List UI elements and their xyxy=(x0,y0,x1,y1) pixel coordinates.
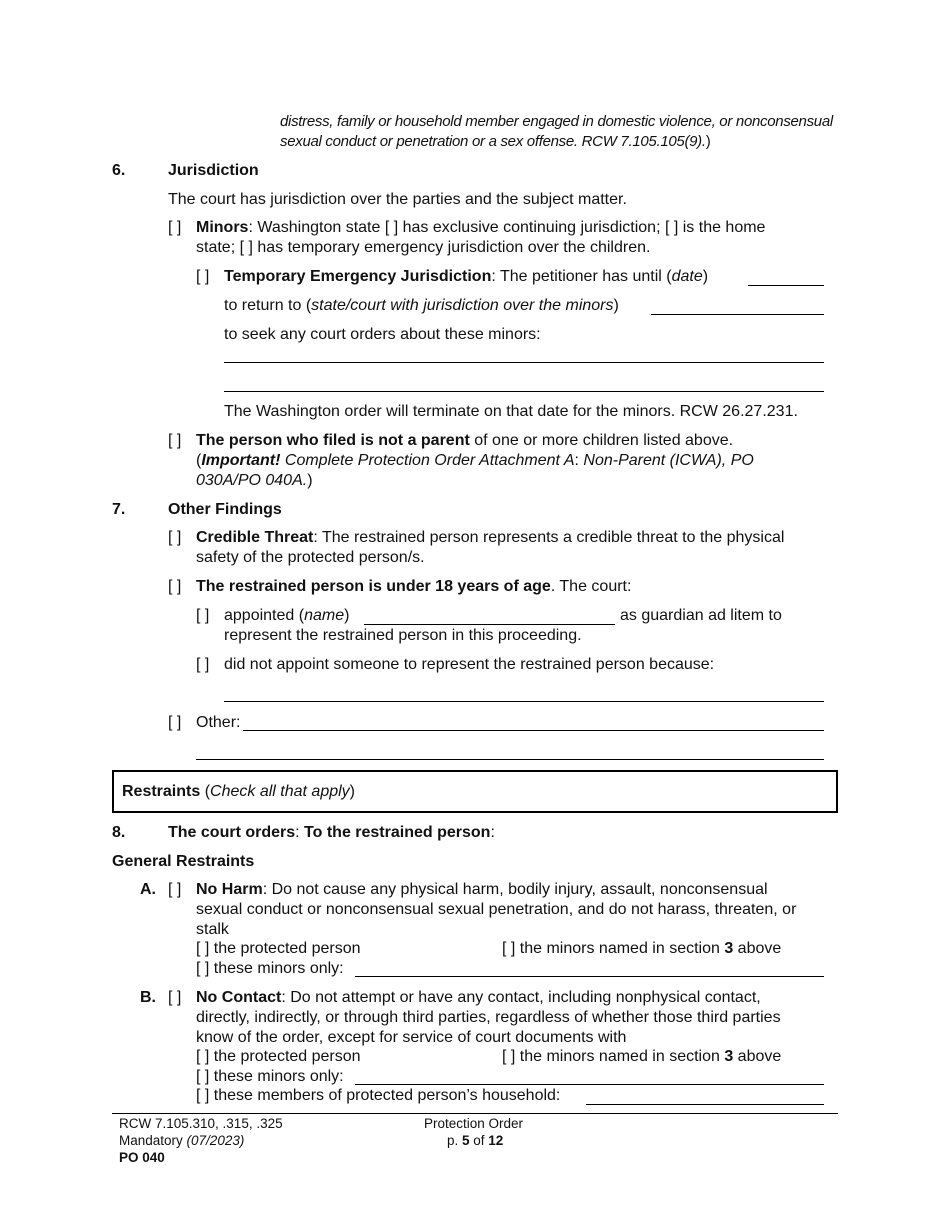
appointed-checkbox[interactable]: [ ] xyxy=(196,607,210,624)
footer-page: p. 5 of 12 xyxy=(447,1133,504,1148)
tej-label: Temporary Emergency Jurisdiction xyxy=(224,268,492,285)
no-harm-minors-option[interactable]: [ ] the minors named in section 3 above xyxy=(502,940,782,957)
not-appoint-text: did not appoint someone to represent the restrained person because: xyxy=(224,656,715,673)
section-6-number: 6. xyxy=(112,162,126,179)
other-checkbox[interactable]: [ ] xyxy=(168,714,182,731)
top-note-close: ) xyxy=(705,133,711,150)
no-contact-label: No Contact xyxy=(196,989,282,1006)
other-field-1[interactable] xyxy=(243,730,824,731)
jurisdiction-text: The court has jurisdiction over the parties and the subject matter. xyxy=(168,191,627,208)
appointed-name-label: name xyxy=(304,607,345,624)
guardian-name-field[interactable] xyxy=(364,624,615,625)
footer-doc-title: Protection Order xyxy=(424,1116,524,1131)
tej-state-field[interactable] xyxy=(651,314,824,315)
no-contact-minors-option[interactable]: [ ] the minors named in section 3 above xyxy=(502,1048,782,1065)
minors-line1: : Washington state [ ] has exclusive continuing jurisdiction; [ ] is the home xyxy=(248,219,766,236)
nonparent-label: The person who filed is not a parent xyxy=(196,432,470,449)
not-appoint-checkbox[interactable]: [ ] xyxy=(196,656,210,673)
tej-line2: to return to (state/court with jurisdiction over the minors) xyxy=(224,297,619,314)
section-7-number: 7. xyxy=(112,501,126,518)
other-label: Other: xyxy=(196,714,241,731)
under-18-text: The restrained person is under 18 years of age. The court: xyxy=(196,578,632,595)
footer-left xyxy=(119,1115,283,1166)
footer-page-total: 12 xyxy=(488,1133,504,1148)
under-18-checkbox[interactable]: [ ] xyxy=(168,578,182,595)
restraints-hint: Check all that apply xyxy=(210,783,350,800)
tej-checkbox[interactable]: [ ] xyxy=(196,268,210,285)
no-contact-text: No Contact: Do not attempt or have any contact, including nonphysical contact, directly, indirectly, or through third parties, regardless of whether those third parties know of the order, except for service of court documents with xyxy=(196,989,781,1046)
no-contact-household-field[interactable] xyxy=(586,1104,824,1105)
no-contact-minors-field[interactable] xyxy=(355,1084,824,1085)
no-contact-household-option[interactable]: [ ] these members of protected person’s household: xyxy=(196,1087,561,1104)
tej-orders-field-1[interactable] xyxy=(224,362,824,363)
footer-page-number: 5 xyxy=(462,1133,470,1148)
minors-line2: state; [ ] has temporary emergency jurisdiction over the children. xyxy=(196,239,651,256)
top-note-line1: distress, family or household member engaged in domestic violence, or nonconsensual xyxy=(280,113,833,130)
credible-threat-text: Credible Threat: The restrained person represents a credible threat to the physical safety of the protected person/s. xyxy=(196,529,785,566)
top-note xyxy=(280,112,833,152)
no-harm-label: No Harm xyxy=(196,881,263,898)
footer-rcw: RCW 7.105.310, .315, .325 xyxy=(119,1116,283,1131)
tej-state-label: state/court with jurisdiction over the minors xyxy=(311,297,614,314)
restraints-heading: Restraints (Check all that apply) xyxy=(122,783,355,800)
nonparent-text: The person who filed is not a parent of one or more children listed above. (Important! Complete Protection Order Attachment A: Non-Parent (ICWA), PO 030A/PO 040A.) xyxy=(196,432,754,489)
footer-mandatory-date: (07/2023) xyxy=(186,1133,245,1148)
section-8-number: 8. xyxy=(112,824,126,841)
appointed-tail: as guardian ad litem to xyxy=(620,607,782,624)
restraints-title: Restraints xyxy=(122,783,201,800)
no-harm-text: No Harm: Do not cause any physical harm, bodily injury, assault, nonconsensual sexual conduct or nonconsensual sexual penetration, and do not harass, threaten, or stalk xyxy=(196,881,797,938)
minors-label: Minors xyxy=(196,219,249,236)
general-restraints-heading: General Restraints xyxy=(112,853,255,870)
minors-text xyxy=(196,218,765,258)
credible-threat-checkbox[interactable]: [ ] xyxy=(168,529,182,546)
not-appoint-reason-field[interactable] xyxy=(224,701,824,702)
section-8-title: The court orders: To the restrained person: xyxy=(168,824,495,841)
tej-terminate-text: The Washington order will terminate on that date for the minors. RCW 26.27.231. xyxy=(224,403,798,420)
appointed-line2: represent the restrained person in this proceeding. xyxy=(224,627,582,644)
no-contact-protected-option[interactable]: [ ] the protected person xyxy=(196,1048,361,1065)
footer-form-number: PO 040 xyxy=(119,1150,165,1165)
tej-date-field[interactable] xyxy=(748,285,824,286)
footer-center xyxy=(424,1115,523,1149)
no-contact-checkbox[interactable]: [ ] xyxy=(168,989,182,1006)
section-7-title: Other Findings xyxy=(168,501,282,518)
nonparent-checkbox[interactable]: [ ] xyxy=(168,432,182,449)
credible-threat-label: Credible Threat xyxy=(196,529,314,546)
footer-divider xyxy=(112,1113,838,1114)
tej-orders-field-2[interactable] xyxy=(224,391,824,392)
tej-line1: Temporary Emergency Jurisdiction: The petitioner has until (date) xyxy=(224,268,709,285)
no-harm-protected-option[interactable]: [ ] the protected person xyxy=(196,940,361,957)
other-field-2[interactable] xyxy=(196,759,824,760)
restraint-a-letter: A. xyxy=(140,881,156,898)
no-harm-checkbox[interactable]: [ ] xyxy=(168,881,182,898)
under-18-label: The restrained person is under 18 years of age xyxy=(196,578,551,595)
restraint-b-letter: B. xyxy=(140,989,156,1006)
no-harm-minors-field[interactable] xyxy=(355,976,824,977)
no-harm-these-minors-option[interactable]: [ ] these minors only: xyxy=(196,960,344,977)
important-label: Important! xyxy=(201,452,281,469)
minors-checkbox[interactable]: [ ] xyxy=(168,219,182,236)
tej-date-label: date xyxy=(671,268,703,285)
appointed-line1: appointed (name) xyxy=(224,607,350,624)
footer-mandatory: Mandatory xyxy=(119,1133,187,1148)
no-contact-these-minors-option[interactable]: [ ] these minors only: xyxy=(196,1068,344,1085)
section-6-title: Jurisdiction xyxy=(168,162,259,179)
top-note-line2: sexual conduct or penetration or a sex offense. RCW 7.105.105(9). xyxy=(280,133,706,150)
tej-line3: to seek any court orders about these minors: xyxy=(224,326,541,343)
